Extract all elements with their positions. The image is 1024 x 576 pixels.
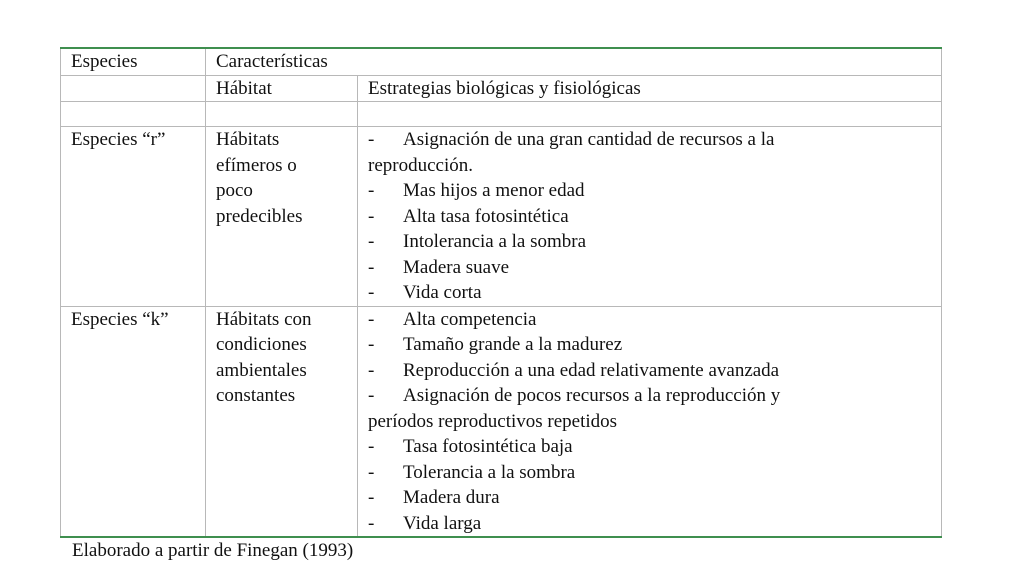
bullet-dash: - xyxy=(368,129,375,150)
subheader-row xyxy=(61,75,942,102)
habitat-line: constantes xyxy=(216,385,296,406)
list-item-text: Tamaño grande a la madurez xyxy=(403,334,623,355)
table-caption: Elaborado a partir de Finegan (1993) xyxy=(72,540,354,561)
list-item xyxy=(368,307,941,333)
list-item-text: Alta competencia xyxy=(403,308,537,330)
species-cell: Especies “r” xyxy=(61,127,206,307)
bullet-dash: - xyxy=(368,180,375,201)
list-item xyxy=(368,485,941,511)
strategies-cell xyxy=(358,306,942,537)
bullet-dash: - xyxy=(368,385,375,406)
species-cell: Especies “k” xyxy=(61,306,206,537)
empty-cell xyxy=(358,102,942,127)
habitat-line: ambientales xyxy=(216,359,307,381)
list-item xyxy=(368,358,941,384)
habitat-line: Hábitats con xyxy=(216,308,312,330)
list-item-text: Vida corta xyxy=(403,282,482,303)
species-strategies-table xyxy=(60,47,942,538)
strategies-list xyxy=(368,127,941,306)
list-item-text: Mas hijos a menor edad xyxy=(403,180,585,201)
bullet-dash: - xyxy=(368,487,375,508)
list-item-text: Madera dura xyxy=(403,487,500,508)
strategies-cell xyxy=(358,127,942,307)
list-item-text: períodos reproductivos repetidos xyxy=(368,410,618,432)
list-item xyxy=(368,511,941,537)
list-item xyxy=(368,280,941,306)
habitat-line: efímeros o xyxy=(216,154,297,176)
list-item xyxy=(368,460,941,486)
empty-cell xyxy=(206,102,358,127)
header-strategies: Estrategias biológicas y fisiológicas xyxy=(358,75,942,102)
list-item xyxy=(368,332,941,358)
list-item-text: Madera suave xyxy=(403,256,510,278)
list-item xyxy=(368,434,941,460)
bullet-dash: - xyxy=(368,282,375,303)
table-row-species-k xyxy=(61,306,942,537)
list-item xyxy=(368,204,941,230)
list-item-text: reproducción. xyxy=(368,154,473,176)
bullet-dash: - xyxy=(368,231,375,252)
list-item-text: Tasa fotosintética baja xyxy=(403,436,573,457)
list-item-text: Reproducción a una edad relativamente avanzada xyxy=(403,359,780,381)
bullet-dash: - xyxy=(368,461,375,483)
bullet-dash: - xyxy=(368,256,375,278)
bullet-dash: - xyxy=(368,359,375,381)
list-item-continuation xyxy=(368,409,941,435)
list-item-text: Asignación de una gran cantidad de recursos a la xyxy=(403,129,775,150)
habitat-line: condiciones xyxy=(216,334,307,355)
list-item-text: Vida larga xyxy=(403,512,482,534)
habitat-line: poco xyxy=(216,180,253,201)
habitat-line: predecibles xyxy=(216,205,303,227)
header-habitat: Hábitat xyxy=(206,75,358,102)
list-item-continuation xyxy=(368,153,941,179)
list-item-text: Tolerancia a la sombra xyxy=(403,461,576,483)
strategies-list xyxy=(368,307,941,537)
bullet-dash: - xyxy=(368,205,375,227)
list-item xyxy=(368,229,941,255)
list-item-text: Intolerancia a la sombra xyxy=(403,231,587,252)
header-characteristics: Características xyxy=(206,48,942,75)
habitat-line: Hábitats xyxy=(216,129,280,150)
bullet-dash: - xyxy=(368,334,375,355)
habitat-cell xyxy=(206,127,358,307)
list-item-text: Asignación de pocos recursos a la reproducción y xyxy=(403,385,781,406)
table-row-species-r xyxy=(61,127,942,307)
header-row xyxy=(61,48,942,75)
bullet-dash: - xyxy=(368,308,375,330)
list-item xyxy=(368,255,941,281)
habitat-cell xyxy=(206,306,358,537)
empty-row xyxy=(61,102,942,127)
empty-cell xyxy=(61,102,206,127)
list-item-text: Alta tasa fotosintética xyxy=(403,205,569,227)
list-item xyxy=(368,383,941,409)
bullet-dash: - xyxy=(368,512,375,534)
header-species: Especies xyxy=(61,48,206,75)
bullet-dash: - xyxy=(368,436,375,457)
subheader-empty-cell xyxy=(61,75,206,102)
list-item xyxy=(368,127,941,153)
list-item xyxy=(368,178,941,204)
